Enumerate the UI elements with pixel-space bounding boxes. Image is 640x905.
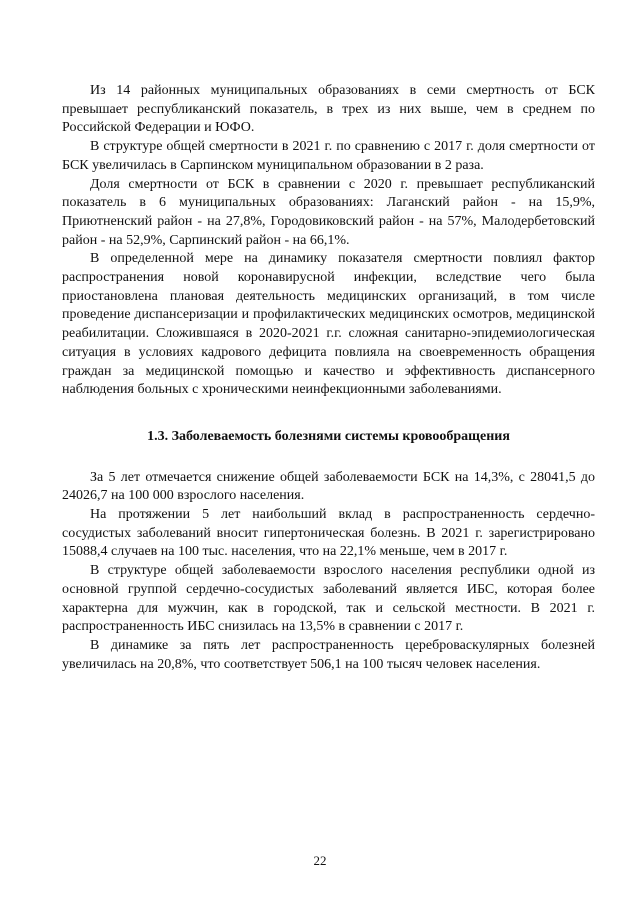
section-heading: 1.3. Заболеваемость болезнями системы кровообращения (147, 428, 510, 444)
paragraph-mortality-share: Доля смертности от БСК в сравнении с 2020 г. превышает республиканский показатель в 6 муниципальных образованиях: Лаганский район - на 15,9%, Приютненский район - на 27,8%, Городовиковский район - на 57%, Малодербетовский район - на 52,9%, Сарпинский район - на 66,1%. (62, 176, 595, 248)
page-content (62, 82, 595, 674)
paragraph-cerebrovascular: В динамике за пять лет распространенность цереброваскулярных болезней увеличилась на 20,8%, что соответствует 506,1 на 100 тысяч человек населения. (62, 637, 595, 672)
paragraph-mortality-structure: В структуре общей смертности в 2021 г. по сравнению с 2017 г. доля смертности от БСК увеличилась в Сарпинском муниципальном образовании в 2 раза. (62, 139, 595, 173)
paragraph-covid-impact: В определенной мере на динамику показателя смертности повлиял фактор распространения новой коронавирусной инфекции, вследствие чего была приостановлена плановая деятельность медицинских организаций, в том числе проведение диспансеризации и профилактических медицинских осмотров, медицинской реабилитации. Сложившаяся в 2020-2021 г.г. сложная санитарно-эпидемиологическая ситуация в условиях кадрового дефицита повлияла на своевременность обращения граждан за медицинской помощью и качество и эффективность диспансерного наблюдения больных с хроническими неинфекционными заболеваниями. (62, 251, 595, 398)
paragraph-hypertension: На протяжении 5 лет наибольший вклад в распространенность сердечно-сосудистых заболеваний вносит гипертоническая болезнь. В 2021 г. зарегистрировано 15088,4 случаев на 100 тыс. населения, что на 22,1% меньше, чем в 2017 г. (62, 507, 595, 560)
page-number: 22 (313, 853, 327, 868)
paragraph-ihd: В структуре общей заболеваемости взрослого населения республики одной из основной группой сердечно-сосудистых заболеваний является ИБС, которая более характерна для мужчин, как в городской, так и сельской местности. В 2021 г. распространенность ИБС снизилась на 13,5% в сравнении с 2017 г. (62, 563, 595, 635)
paragraph-morbidity-decline: За 5 лет отмечается снижение общей заболеваемости БСК на 14,3%, с 28041,5 до 24026,7 на 100 000 взрослого населения. (62, 469, 595, 504)
paragraph-mortality-districts: Из 14 районных муниципальных образованиях в семи смертность от БСК превышает республиканский показатель, в трех из них выше, чем в среднем по Российской Федерации и ЮФО. (62, 83, 595, 136)
